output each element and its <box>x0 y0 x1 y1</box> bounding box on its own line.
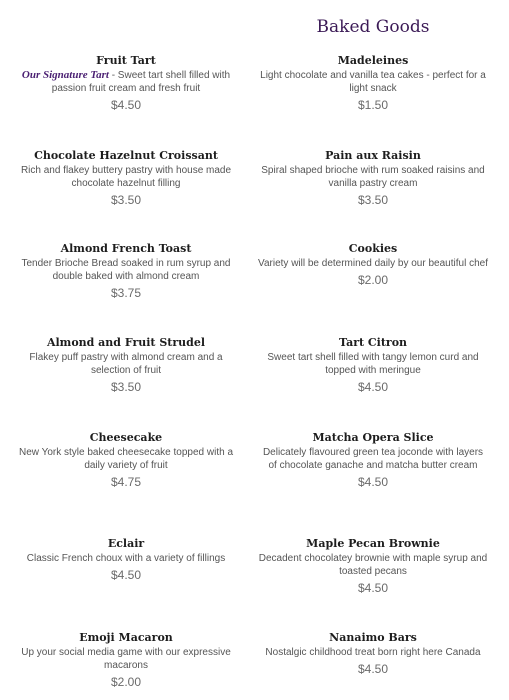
item-name: Chocolate Hazelnut Croissant <box>34 149 218 162</box>
item-name: Almond French Toast <box>60 242 192 255</box>
item-description-text: - Sweet tart shell filled with passion fruit cream and fresh fruit <box>51 70 231 94</box>
item-description: Flakey puff pastry with almond cream and a selection of fruit <box>29 352 223 376</box>
item-name: Tart Citron <box>338 336 408 349</box>
item-description: Sweet tart shell filled with tangy lemon curd and topped with meringue <box>267 352 479 376</box>
menu-item <box>258 430 488 490</box>
item-description: Tender Brioche Bread soaked in rum syrup and double baked with almond cream <box>21 258 231 282</box>
item-description: Spiral shaped brioche with rum soaked raisins and vanilla pastry cream <box>261 165 485 189</box>
menu-item <box>11 430 241 490</box>
menu-item <box>11 53 241 113</box>
menu-item <box>258 335 488 395</box>
menu-item <box>11 241 241 301</box>
item-name: Maple Pecan Brownie <box>306 537 440 550</box>
item-name: Eclair <box>107 537 145 550</box>
item-name: Cheesecake <box>89 431 163 444</box>
item-price: $2.00 <box>110 675 142 689</box>
menu-item <box>11 148 241 208</box>
item-description: Classic French choux with a variety of fillings <box>26 553 226 564</box>
item-price: $3.50 <box>357 193 389 207</box>
menu-item <box>258 53 488 113</box>
item-price: $2.00 <box>357 273 389 287</box>
menu-item <box>11 630 241 690</box>
item-name: Matcha Opera Slice <box>312 431 434 444</box>
menu-item <box>11 335 241 395</box>
item-name: Emoji Macaron <box>79 631 173 644</box>
item-name: Pain aux Raisin <box>325 149 421 162</box>
section-title: Baked Goods <box>316 17 430 37</box>
item-price: $3.50 <box>110 193 142 207</box>
item-price: $4.50 <box>357 380 389 394</box>
item-description: Decadent chocolatey brownie with maple syrup and toasted pecans <box>258 553 488 577</box>
item-description: Nostalgic childhood treat born right here Canada <box>265 647 481 658</box>
item-description: Delicately flavoured green tea joconde with layers of chocolate ganache and matcha butter cream <box>262 447 484 471</box>
item-description: Variety will be determined daily by our beautiful chef <box>258 258 488 269</box>
item-name: Cookies <box>348 242 398 255</box>
menu-item <box>258 536 488 596</box>
menu-item <box>258 241 488 288</box>
item-price: $3.50 <box>110 380 142 394</box>
item-description: New York style baked cheesecake topped with a daily variety of fruit <box>18 447 234 471</box>
item-description: Rich and flakey buttery pastry with house made chocolate hazelnut filling <box>20 165 232 189</box>
item-name: Madeleines <box>337 54 409 67</box>
item-price: $4.50 <box>357 581 389 595</box>
item-price: $4.50 <box>357 475 389 489</box>
item-name: Nanaimo Bars <box>329 631 417 644</box>
item-price: $4.50 <box>110 98 142 112</box>
menu-item <box>11 536 241 583</box>
signature-label: Our Signature Tart <box>21 69 109 81</box>
item-price: $3.75 <box>110 286 142 300</box>
menu-item <box>258 630 488 677</box>
item-price: $1.50 <box>357 98 389 112</box>
item-price: $4.50 <box>110 568 142 582</box>
item-name: Almond and Fruit Strudel <box>46 336 206 349</box>
menu-item <box>258 148 488 208</box>
item-price: $4.75 <box>110 475 142 489</box>
item-description: Light chocolate and vanilla tea cakes - perfect for a light snack <box>260 70 486 94</box>
item-description: Up your social media game with our expressive macarons <box>21 647 231 671</box>
item-price: $4.50 <box>357 662 389 676</box>
item-description <box>11 69 241 95</box>
item-name: Fruit Tart <box>96 54 156 67</box>
